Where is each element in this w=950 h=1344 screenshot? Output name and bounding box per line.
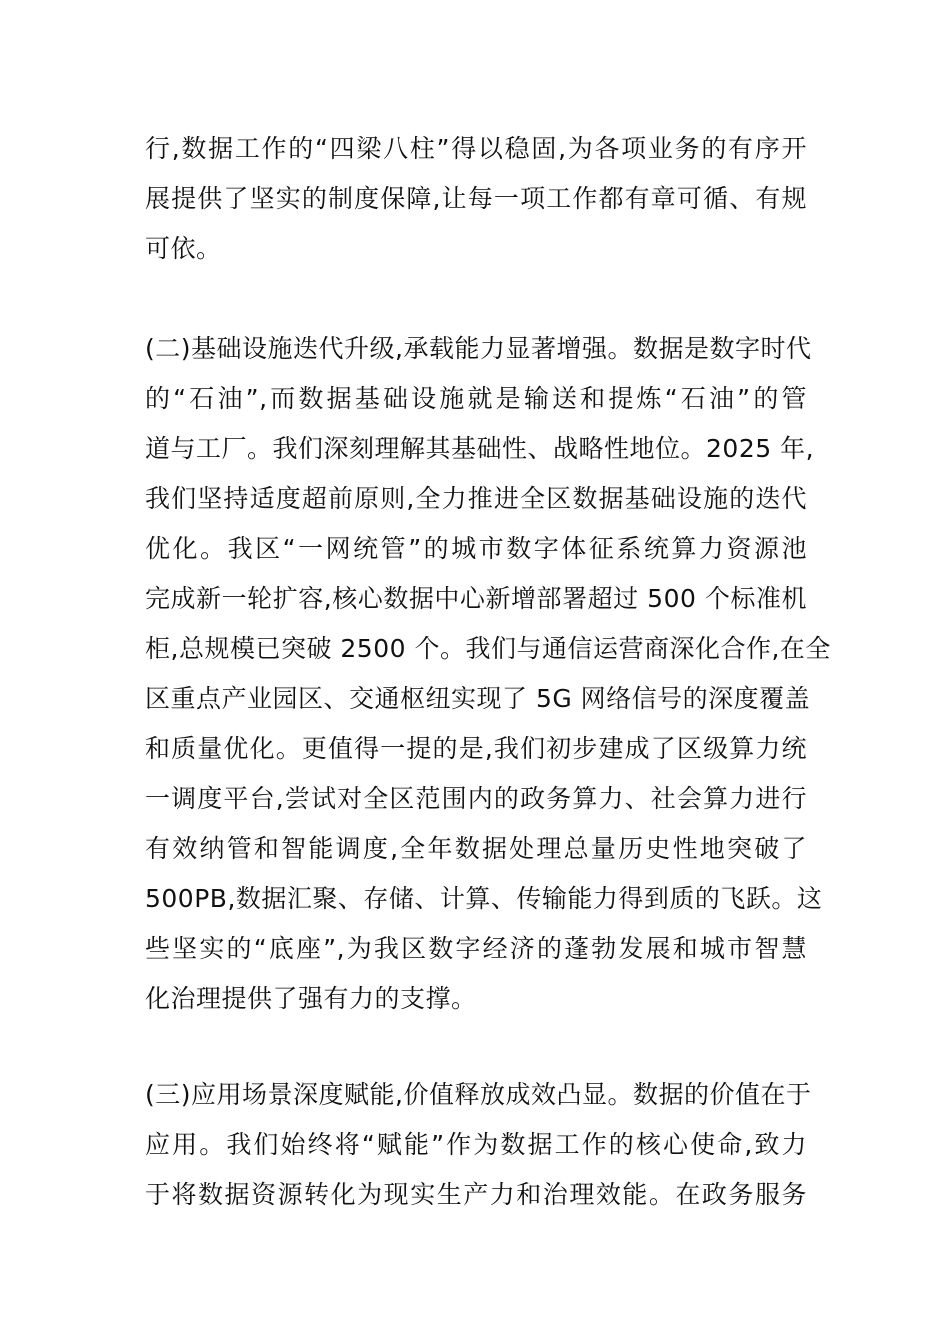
text-line: 一调度平台,尝试对全区范围内的政务算力、社会算力进行 bbox=[145, 784, 807, 813]
text-line: 道与工厂。我们深刻理解其基础性、战略性地位。2025 年, bbox=[145, 434, 815, 463]
section-heading-line: (三)应用场景深度赋能,价值释放成效凸显。数据的价值在于 bbox=[145, 1080, 812, 1109]
text-line: 和质量优化。更值得一提的是,我们初步建成了区级算力统 bbox=[145, 734, 807, 763]
text-line: 行,数据工作的“四梁八柱”得以稳固,为各项业务的有序开 bbox=[145, 134, 807, 163]
text-line: 化治理提供了强有力的支撑。 bbox=[145, 984, 477, 1013]
text-line: 500PB,数据汇聚、存储、计算、传输能力得到质的飞跃。这 bbox=[145, 884, 823, 913]
text-line: 些坚实的“底座”,为我区数字经济的蓬勃发展和城市智慧 bbox=[145, 934, 807, 963]
text-line: 完成新一轮扩容,核心数据中心新增部署超过 500 个标准机 bbox=[145, 584, 807, 613]
section-heading-line: (二)基础设施迭代升级,承载能力显著增强。数据是数字时代 bbox=[145, 334, 812, 363]
text-line: 优化。我区“一网统管”的城市数字体征系统算力资源池 bbox=[145, 534, 807, 563]
text-line: 区重点产业园区、交通枢纽实现了 5G 网络信号的深度覆盖 bbox=[145, 684, 811, 713]
text-line: 于将数据资源转化为现实生产力和治理效能。在政务服务 bbox=[145, 1180, 807, 1209]
text-line: 展提供了坚实的制度保障,让每一项工作都有章可循、有规 bbox=[145, 184, 807, 213]
text-line: 我们坚持适度超前原则,全力推进全区数据基础设施的迭代 bbox=[145, 484, 807, 513]
text-line: 应用。我们始终将“赋能”作为数据工作的核心使命,致力 bbox=[145, 1130, 807, 1159]
text-line: 柜,总规模已突破 2500 个。我们与通信运营商深化合作,在全 bbox=[145, 634, 831, 663]
text-line: 可依。 bbox=[145, 234, 222, 263]
text-line: 有效纳管和智能调度,全年数据处理总量历史性地突破了 bbox=[145, 834, 807, 863]
text-line: 的“石油”,而数据基础设施就是输送和提炼“石油”的管 bbox=[145, 384, 807, 413]
